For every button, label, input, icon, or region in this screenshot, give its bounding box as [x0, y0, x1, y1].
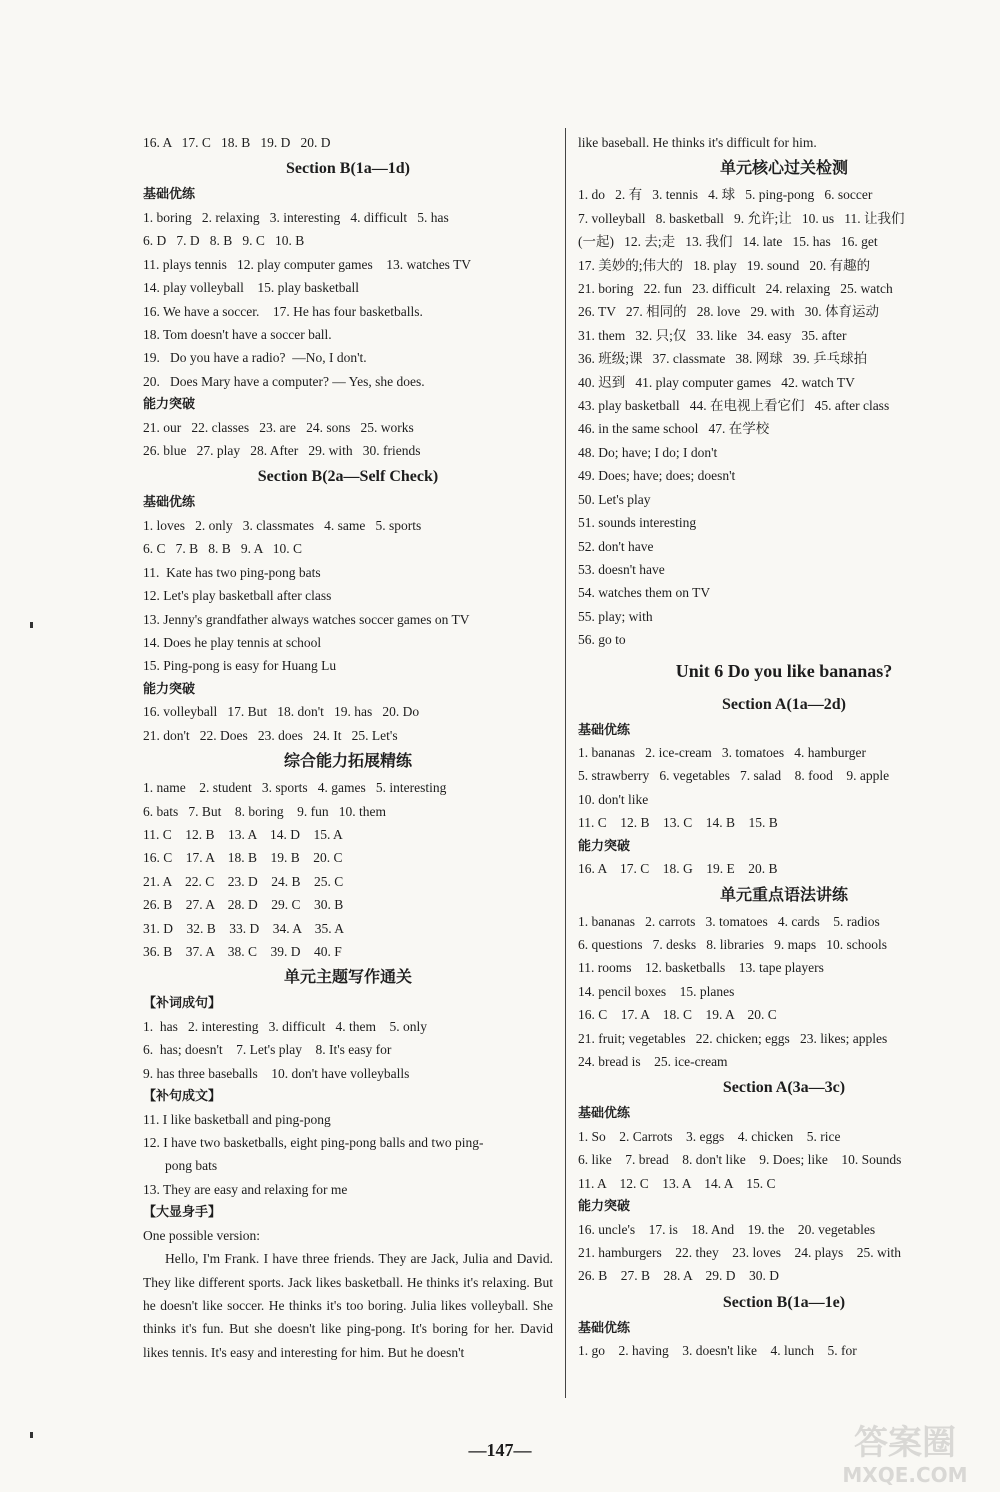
unit-heading: Unit 6 Do you like bananas? [675, 660, 893, 681]
answer-line: 6. like 7. bread 8. don't like 9. Does; like 10. Sounds [578, 1152, 902, 1168]
answer-line: 18. Tom doesn't have a soccer ball. [143, 326, 332, 342]
answer-line: 40. 迟到 41. play computer games 42. watch TV [578, 374, 855, 390]
answer-line: 16. volleyball 17. But 18. don't 19. has 20. Do [143, 704, 420, 720]
subsection-label: 能力突破 [143, 396, 196, 412]
answer-line: like baseball. He thinks it's difficult for him. [578, 135, 817, 150]
section-heading: Section B(1a—1e) [722, 1293, 846, 1311]
answer-line: 15. Ping-pong is easy for Huang Lu [143, 658, 337, 674]
binding-mark [30, 1432, 33, 1438]
answer-line: 24. bread is 25. ice-cream [578, 1054, 728, 1069]
answer-line: 16. C 17. A 18. C 19. A 20. C [578, 1007, 777, 1023]
answer-line: 16. C 17. A 18. B 19. B 20. C [143, 850, 343, 866]
answer-line-continued: pong bats [165, 1158, 218, 1174]
answer-line: 36. 班级;课 37. classmate 38. 网球 39. 乒乓球拍 [578, 351, 868, 367]
answer-line: 21. our 22. classes 23. are 24. sons 25. works [143, 419, 414, 435]
answer-line: 1. do 2. 有 3. tennis 4. 球 5. ping-pong 6. soccer [578, 187, 873, 203]
answer-line: 11. plays tennis 12. play computer games 13. watches TV [143, 256, 472, 272]
answer-line: 6. C 7. B 8. B 9. A 10. C [143, 541, 303, 557]
answer-line: 11. C 12. B 13. A 14. D 15. A [143, 826, 343, 842]
answer-line: 56. go to [578, 632, 626, 648]
answer-line: 48. Do; have; I do; I don't [578, 444, 718, 460]
answer-line: 1. name 2. student 3. sports 4. games 5. interesting [143, 780, 447, 796]
answer-line: 21. A 22. C 23. D 24. B 25. C [143, 873, 344, 889]
binding-mark [30, 622, 33, 628]
answer-line: 16. A 17. C 18. G 19. E 20. B [578, 861, 778, 877]
answer-line: 1. loves 2. only 3. classmates 4. same 5. sports [143, 517, 422, 533]
answer-line: 1. boring 2. relaxing 3. interesting 4. difficult 5. has [143, 209, 449, 225]
section-heading: 综合能力拓展精练 [283, 753, 412, 771]
section-heading: Section A(1a—2d) [722, 695, 846, 713]
answer-line: 20. Does Mary have a computer? — Yes, she does. [143, 373, 425, 389]
subsection-label: 能力突破 [578, 1198, 631, 1214]
answer-line: 17. 美妙的;伟大的 18. play 19. sound 20. 有趣的 [578, 257, 871, 273]
answer-line: 26. B 27. A 28. D 29. C 30. B [143, 897, 344, 913]
answer-line: 16. A 17. C 18. B 19. D 20. D [143, 135, 331, 150]
answer-line: 1. go 2. having 3. doesn't like 4. lunch 5. for [578, 1343, 857, 1359]
answer-line: 6. bats 7. But 8. boring 9. fun 10. them [143, 803, 386, 819]
section-heading: 单元主题写作通关 [283, 969, 412, 987]
answer-line: 16. We have a soccer. 17. He has four basketballs. [143, 303, 423, 319]
subsection-label: 基础优练 [143, 494, 196, 510]
answer-line: 1. bananas 2. ice-cream 3. tomatoes 4. hamburger [578, 745, 867, 761]
answer-line: 14. play volleyball 15. play basketball [143, 280, 359, 296]
answer-line: 53. doesn't have [578, 561, 665, 577]
watermark-logo [820, 1418, 990, 1488]
answer-line: 21. boring 22. fun 23. difficult 24. relaxing 25. watch [578, 281, 893, 297]
answer-line: 1. So 2. Carrots 3. eggs 4. chicken 5. rice [578, 1128, 841, 1144]
sample-essay: Hello, I'm Frank. I have three friends. They are Jack, Julia and David. They like different sports. Jack likes basketball. He thinks it's relaxing. But he doesn't like soccer. He thinks it's too boring. Julia likes volleyball. She thinks it's fun. But she doesn't like ping-pong. It's boring for her. David likes tennis. It's easy and interesting for him. But he doesn't [143, 1251, 553, 1360]
subsection-label: 能力突破 [578, 837, 631, 853]
text-line: One possible version: [143, 1227, 260, 1243]
right-column [578, 131, 990, 1363]
answer-line: (一起) 12. 去;走 13. 我们 14. late 15. has 16. get [578, 234, 878, 250]
answer-line: 52. don't have [578, 538, 654, 554]
answer-line: 31. D 32. B 33. D 34. A 35. A [143, 920, 345, 936]
answer-line: 10. don't like [578, 791, 649, 807]
answer-line: 51. sounds interesting [578, 515, 697, 531]
answer-line: 12. I have two basketballs, eight ping-pong balls and two ping- [143, 1135, 484, 1150]
answer-line: 6. questions 7. desks 8. libraries 9. maps 10. schools [578, 936, 887, 952]
answer-line: 21. fruit; vegetables 22. chicken; eggs 23. likes; apples [578, 1030, 888, 1046]
answer-line: 5. strawberry 6. vegetables 7. salad 8. food 9. apple [578, 768, 890, 784]
answer-line: 49. Does; have; does; doesn't [578, 468, 736, 484]
answer-line: 11. Kate has two ping-pong bats [143, 564, 321, 580]
bracket-label: 【补句成文】 [143, 1088, 222, 1104]
answer-line: 11. C 12. B 13. C 14. B 15. B [578, 815, 778, 831]
answer-line: 6. D 7. D 8. B 9. C 10. B [143, 233, 305, 249]
answer-line: 1. has 2. interesting 3. difficult 4. them 5. only [143, 1018, 427, 1034]
answer-line: 11. A 12. C 13. A 14. A 15. C [578, 1175, 776, 1191]
subsection-label: 基础优练 [578, 1319, 631, 1335]
left-column [143, 131, 553, 1364]
answer-line: 13. They are easy and relaxing for me [143, 1181, 348, 1197]
answer-line: 1. bananas 2. carrots 3. tomatoes 4. cards 5. radios [578, 913, 880, 929]
answer-line: 11. rooms 12. basketballs 13. tape players [578, 960, 824, 976]
answer-line: 54. watches them on TV [578, 585, 711, 601]
answer-line: 6. has; doesn't 7. Let's play 8. It's easy for [143, 1042, 392, 1058]
answer-line: 13. Jenny's grandfather always watches soccer games on TV [143, 611, 470, 627]
answer-line: 19. Do you have a radio? —No, I don't. [143, 350, 367, 366]
answer-line: 26. B 27. B 28. A 29. D 30. D [578, 1268, 780, 1284]
section-heading: Section A(3a—3c) [722, 1079, 846, 1097]
column-divider [565, 128, 566, 1398]
answer-line: 11. I like basketball and ping-pong [143, 1111, 331, 1127]
section-heading: 单元重点语法讲练 [719, 886, 848, 904]
answer-line: 16. uncle's 17. is 18. And 19. the 20. vegetables [578, 1221, 876, 1237]
subsection-label: 能力突破 [143, 680, 196, 696]
subsection-label: 基础优练 [578, 721, 631, 737]
answer-line: 31. them 32. 只;仅 33. like 34. easy 35. after [578, 327, 847, 343]
answer-line: 21. don't 22. Does 23. does 24. It 25. Let's [143, 727, 398, 743]
answer-line: 26. blue 27. play 28. After 29. with 30. friends [143, 443, 421, 459]
bracket-label: 【大显身手】 [143, 1204, 222, 1220]
watermark-url: MXQE.COM [842, 1463, 968, 1487]
answer-line: 14. pencil boxes 15. planes [578, 983, 735, 999]
answer-line: 26. TV 27. 相同的 28. love 29. with 30. 体育运动 [578, 304, 880, 320]
answer-line: 9. has three baseballs 10. don't have volleyballs [143, 1065, 410, 1081]
answer-line: 21. hamburgers 22. they 23. loves 24. plays 25. with [578, 1245, 901, 1261]
watermark-text: 答案圈 [854, 1423, 956, 1463]
answer-line: 50. Let's play [578, 491, 651, 507]
answer-line: 55. play; with [578, 608, 653, 624]
answer-line: 36. B 37. A 38. C 39. D 40. F [143, 943, 342, 959]
answer-line: 7. volleyball 8. basketball 9. 允许;让 10. us 11. 让我们 [578, 210, 905, 226]
answer-line: 14. Does he play tennis at school [143, 635, 322, 650]
section-heading: Section B(2a—Self Check) [257, 468, 439, 486]
subsection-label: 基础优练 [143, 186, 196, 202]
answer-line: 46. in the same school 47. 在学校 [578, 421, 770, 437]
page-number: —147— [468, 1440, 532, 1460]
subsection-label: 基础优练 [578, 1105, 631, 1121]
answer-line: 43. play basketball 44. 在电视上看它们 45. after class [578, 398, 890, 414]
bracket-label: 【补词成句】 [143, 995, 222, 1011]
section-heading: Section B(1a—1d) [286, 160, 410, 178]
answer-line: 12. Let's play basketball after class [143, 588, 332, 604]
section-heading: 单元核心过关检测 [719, 160, 848, 178]
